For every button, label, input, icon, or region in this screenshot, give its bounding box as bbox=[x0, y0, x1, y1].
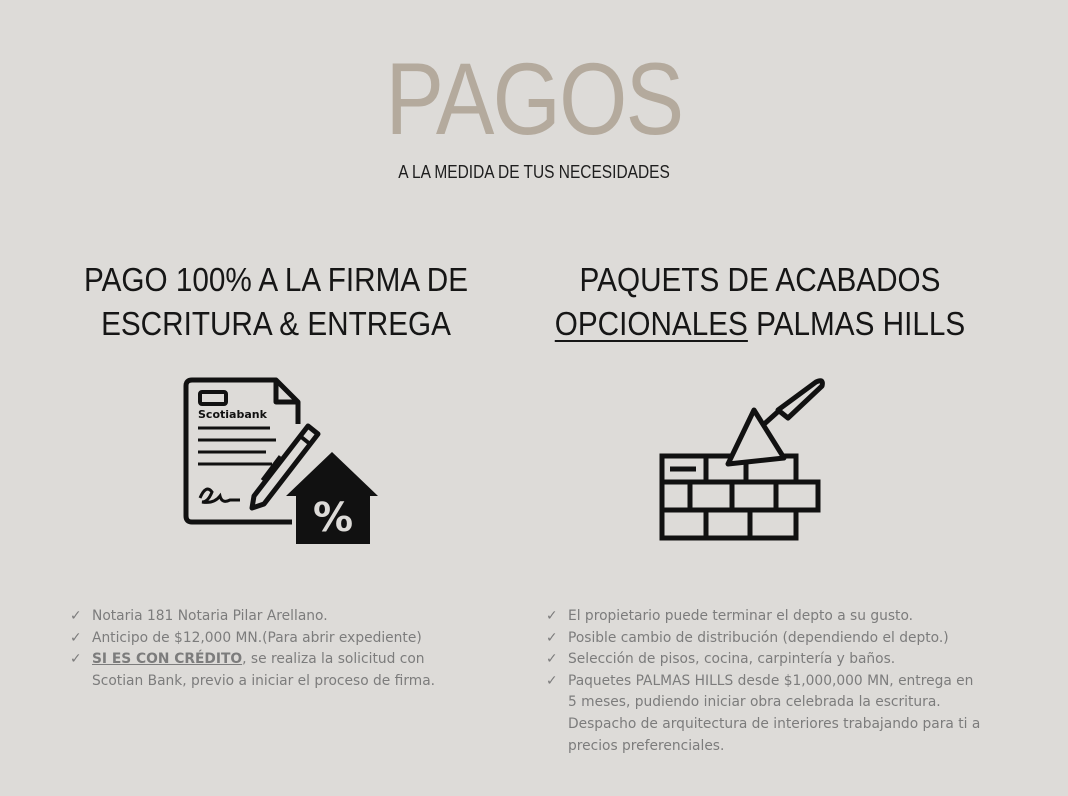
left-heading bbox=[42, 258, 510, 346]
list-item: ✓ El propietario puede terminar el depto a su gusto. bbox=[546, 606, 986, 628]
brick-wall-trowel-icon bbox=[656, 374, 826, 544]
list-item: ✓ SI ES CON CRÉDITO, se realiza la solicitud con Scotian Bank, previo a iniciar el proceso de firma. bbox=[70, 651, 436, 689]
left-heading-line2: ESCRITURA & ENTREGA bbox=[101, 305, 451, 342]
page-title: PAGOS bbox=[385, 42, 683, 156]
check-icon: ✓ bbox=[546, 608, 558, 624]
list-item: ✓ Notaria 181 Notaria Pilar Arellano. bbox=[70, 606, 470, 628]
check-icon: ✓ bbox=[70, 651, 82, 668]
list-item: ✓ Anticipo de $12,000 MN.(Para abrir expediente) bbox=[70, 628, 470, 650]
percent-symbol: % bbox=[312, 495, 354, 541]
left-list bbox=[70, 606, 470, 692]
check-icon: ✓ bbox=[546, 651, 558, 668]
contract-document-icon bbox=[180, 372, 380, 547]
credit-emphasis: SI ES CON CRÉDITO bbox=[92, 651, 243, 668]
left-heading-line1: PAGO 100% A LA FIRMA DE bbox=[83, 261, 469, 298]
right-list bbox=[546, 606, 986, 757]
right-heading-underlined: OPCIONALES bbox=[554, 305, 748, 342]
right-heading-rest: PALMAS HILLS bbox=[747, 305, 966, 342]
right-heading bbox=[526, 258, 994, 346]
list-item: ✓ Paquetes PALMAS HILLS desde $1,000,000 MN, entrega en 5 meses, pudiendo iniciar obra celebrada la escritura. Despacho de arquitectura de interiores trabajando para ti a precios preferenciales. bbox=[546, 672, 981, 754]
page-subtitle: A LA MEDIDA DE TUS NECESIDADES bbox=[398, 162, 670, 182]
check-icon: ✓ bbox=[70, 629, 82, 646]
list-item: ✓ Selección de pisos, cocina, carpintería y baños. bbox=[546, 649, 986, 671]
house-percent-icon bbox=[286, 452, 378, 544]
bank-label: Scotiabank bbox=[198, 408, 267, 421]
right-heading-line1: PAQUETS DE ACABADOS bbox=[579, 261, 941, 298]
list-item: ✓ Posible cambio de distribución (dependiendo el depto.) bbox=[546, 628, 986, 650]
check-icon: ✓ bbox=[546, 629, 558, 646]
right-heading-line2 bbox=[526, 302, 994, 346]
check-icon: ✓ bbox=[70, 608, 82, 624]
check-icon: ✓ bbox=[546, 672, 558, 689]
